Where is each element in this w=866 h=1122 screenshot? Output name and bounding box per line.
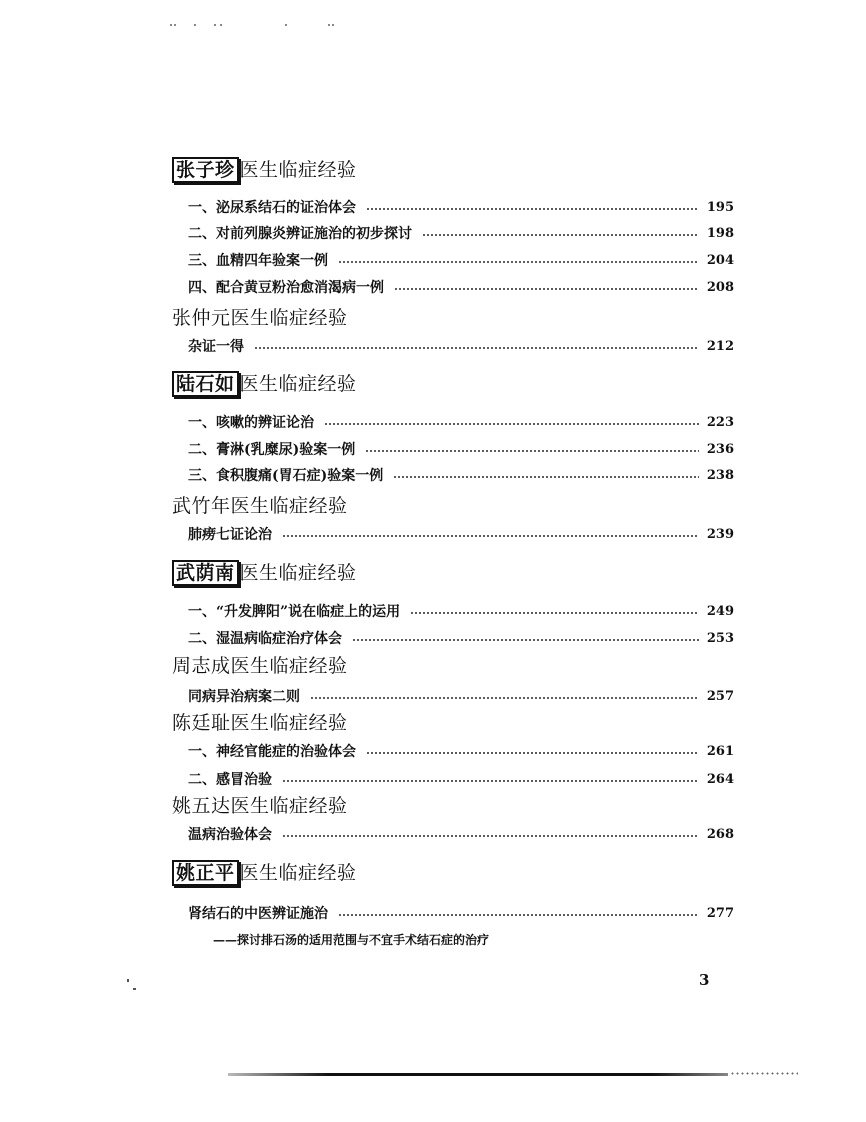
- dot-leader: [282, 835, 699, 837]
- heading-text: 医生临症经验: [239, 373, 357, 395]
- entry-title: 温病治验体会: [188, 827, 272, 843]
- entry-page-number: 268: [706, 826, 734, 842]
- entry-title: 一、咳嗽的辨证论治: [188, 415, 314, 431]
- heading-text: 姚五达医生临症经验: [172, 795, 348, 817]
- entry-title: 三、血精四年验案一例: [188, 253, 328, 269]
- entry-page-number: 208: [706, 279, 734, 295]
- toc-entry[interactable]: [188, 741, 734, 761]
- dot-leader: [394, 288, 699, 290]
- toc-entry[interactable]: [188, 197, 734, 217]
- entry-page-number: 223: [706, 414, 734, 430]
- heading-text: 医生临症经验: [239, 862, 357, 884]
- entry-title: 二、对前列腺炎辨证施治的初步探讨: [188, 226, 412, 242]
- section-heading-yao-zhengping: [172, 861, 357, 885]
- dot-leader: [338, 914, 699, 916]
- scan-artifact-mark: [127, 979, 129, 982]
- toc-entry[interactable]: [188, 601, 734, 621]
- heading-text: 医生临症经验: [239, 159, 357, 181]
- dot-leader: [324, 423, 699, 425]
- toc-entry[interactable]: [188, 524, 734, 544]
- entry-page-number: 212: [706, 338, 734, 354]
- bottom-rule-tail: [730, 1072, 798, 1075]
- entry-page-number: 257: [706, 688, 734, 704]
- heading-text: 医生临症经验: [239, 562, 357, 584]
- entry-page-number: 238: [706, 467, 734, 483]
- boxed-name: 姚正平: [172, 860, 239, 886]
- entry-title: 杂证一得: [188, 339, 244, 355]
- heading-text: 武竹年医生临症经验: [172, 495, 348, 517]
- section-heading-chen-tingchi: [172, 711, 348, 735]
- dot-leader: [366, 208, 699, 210]
- boxed-name: 张子珍: [172, 157, 239, 183]
- entry-page-number: 239: [706, 526, 734, 542]
- entry-title: 肺痨七证论治: [188, 527, 272, 543]
- entry-page-number: 198: [706, 225, 734, 241]
- dot-leader: [393, 476, 699, 478]
- entry-title: 二、感冒治验: [188, 772, 272, 788]
- heading-text: 周志成医生临症经验: [172, 655, 348, 677]
- heading-text: 陈廷耻医生临症经验: [172, 712, 348, 734]
- entry-title: 肾结石的中医辨证施治: [188, 906, 328, 922]
- entry-title: 一、“升发脾阳”说在临症上的运用: [188, 604, 401, 620]
- entry-title: 同病异治病案二则: [188, 689, 300, 705]
- section-heading-zhang-zhongyuan: [172, 306, 348, 330]
- dot-leader: [310, 697, 699, 699]
- entry-page-number: 195: [706, 199, 734, 215]
- dot-leader: [282, 780, 699, 782]
- section-heading-wu-zhunian: [172, 494, 348, 518]
- entry-page-number: 261: [706, 743, 734, 759]
- dot-leader: [282, 535, 699, 537]
- entry-page-number: 277: [706, 905, 734, 921]
- boxed-name: 武荫南: [172, 560, 239, 586]
- section-heading-lu-shiru: [172, 372, 357, 396]
- toc-entry[interactable]: [188, 903, 734, 923]
- boxed-name: 陆石如: [172, 371, 239, 397]
- section-heading-yao-wuda: [172, 794, 348, 818]
- entry-title: 三、食积腹痛(胃石症)验案一例: [188, 468, 384, 484]
- entry-title: 二、湿温病临症治疗体会: [188, 631, 342, 647]
- dot-leader: [410, 612, 699, 614]
- dot-leader: [352, 639, 699, 641]
- section-heading-zhou-zhicheng: [172, 654, 348, 678]
- toc-entry[interactable]: [188, 465, 734, 485]
- entry-page-number: 249: [706, 603, 734, 619]
- entry-title: 一、神经官能症的治验体会: [188, 744, 356, 760]
- toc-entry[interactable]: [188, 686, 734, 706]
- entry-page-number: 236: [706, 441, 734, 457]
- entry-title: 四、配合黄豆粉治愈消渴病一例: [188, 280, 384, 296]
- dot-leader: [365, 450, 699, 452]
- dot-leader: [422, 234, 699, 236]
- toc-entry[interactable]: [188, 336, 734, 356]
- entry-page-number: 264: [706, 771, 734, 787]
- scan-artifact-mark: [133, 988, 136, 990]
- bottom-rule: [228, 1073, 728, 1076]
- scan-artifact-dots: [170, 24, 340, 26]
- dot-leader: [338, 261, 699, 263]
- page-number: 3: [699, 971, 710, 989]
- entry-subtitle: ——探讨排石汤的适用范围与不宜手术结石症的治疗: [213, 933, 490, 947]
- toc-entry[interactable]: [188, 439, 734, 459]
- toc-entry[interactable]: [188, 277, 734, 297]
- dot-leader: [254, 347, 699, 349]
- entry-page-number: 253: [706, 630, 734, 646]
- toc-entry[interactable]: [188, 250, 734, 270]
- toc-entry[interactable]: [188, 412, 734, 432]
- entry-title: 一、泌尿系结石的证治体会: [188, 200, 356, 216]
- toc-entry[interactable]: [188, 769, 734, 789]
- section-heading-wu-yinnan: [172, 561, 357, 585]
- entry-page-number: 204: [706, 252, 734, 268]
- dot-leader: [366, 752, 699, 754]
- toc-entry[interactable]: [188, 223, 734, 243]
- toc-entry[interactable]: [188, 628, 734, 648]
- toc-entry[interactable]: [188, 824, 734, 844]
- section-heading-zhang-zizhen: [172, 158, 357, 182]
- entry-title: 二、膏淋(乳糜尿)验案一例: [188, 442, 356, 458]
- heading-text: 张仲元医生临症经验: [172, 307, 348, 329]
